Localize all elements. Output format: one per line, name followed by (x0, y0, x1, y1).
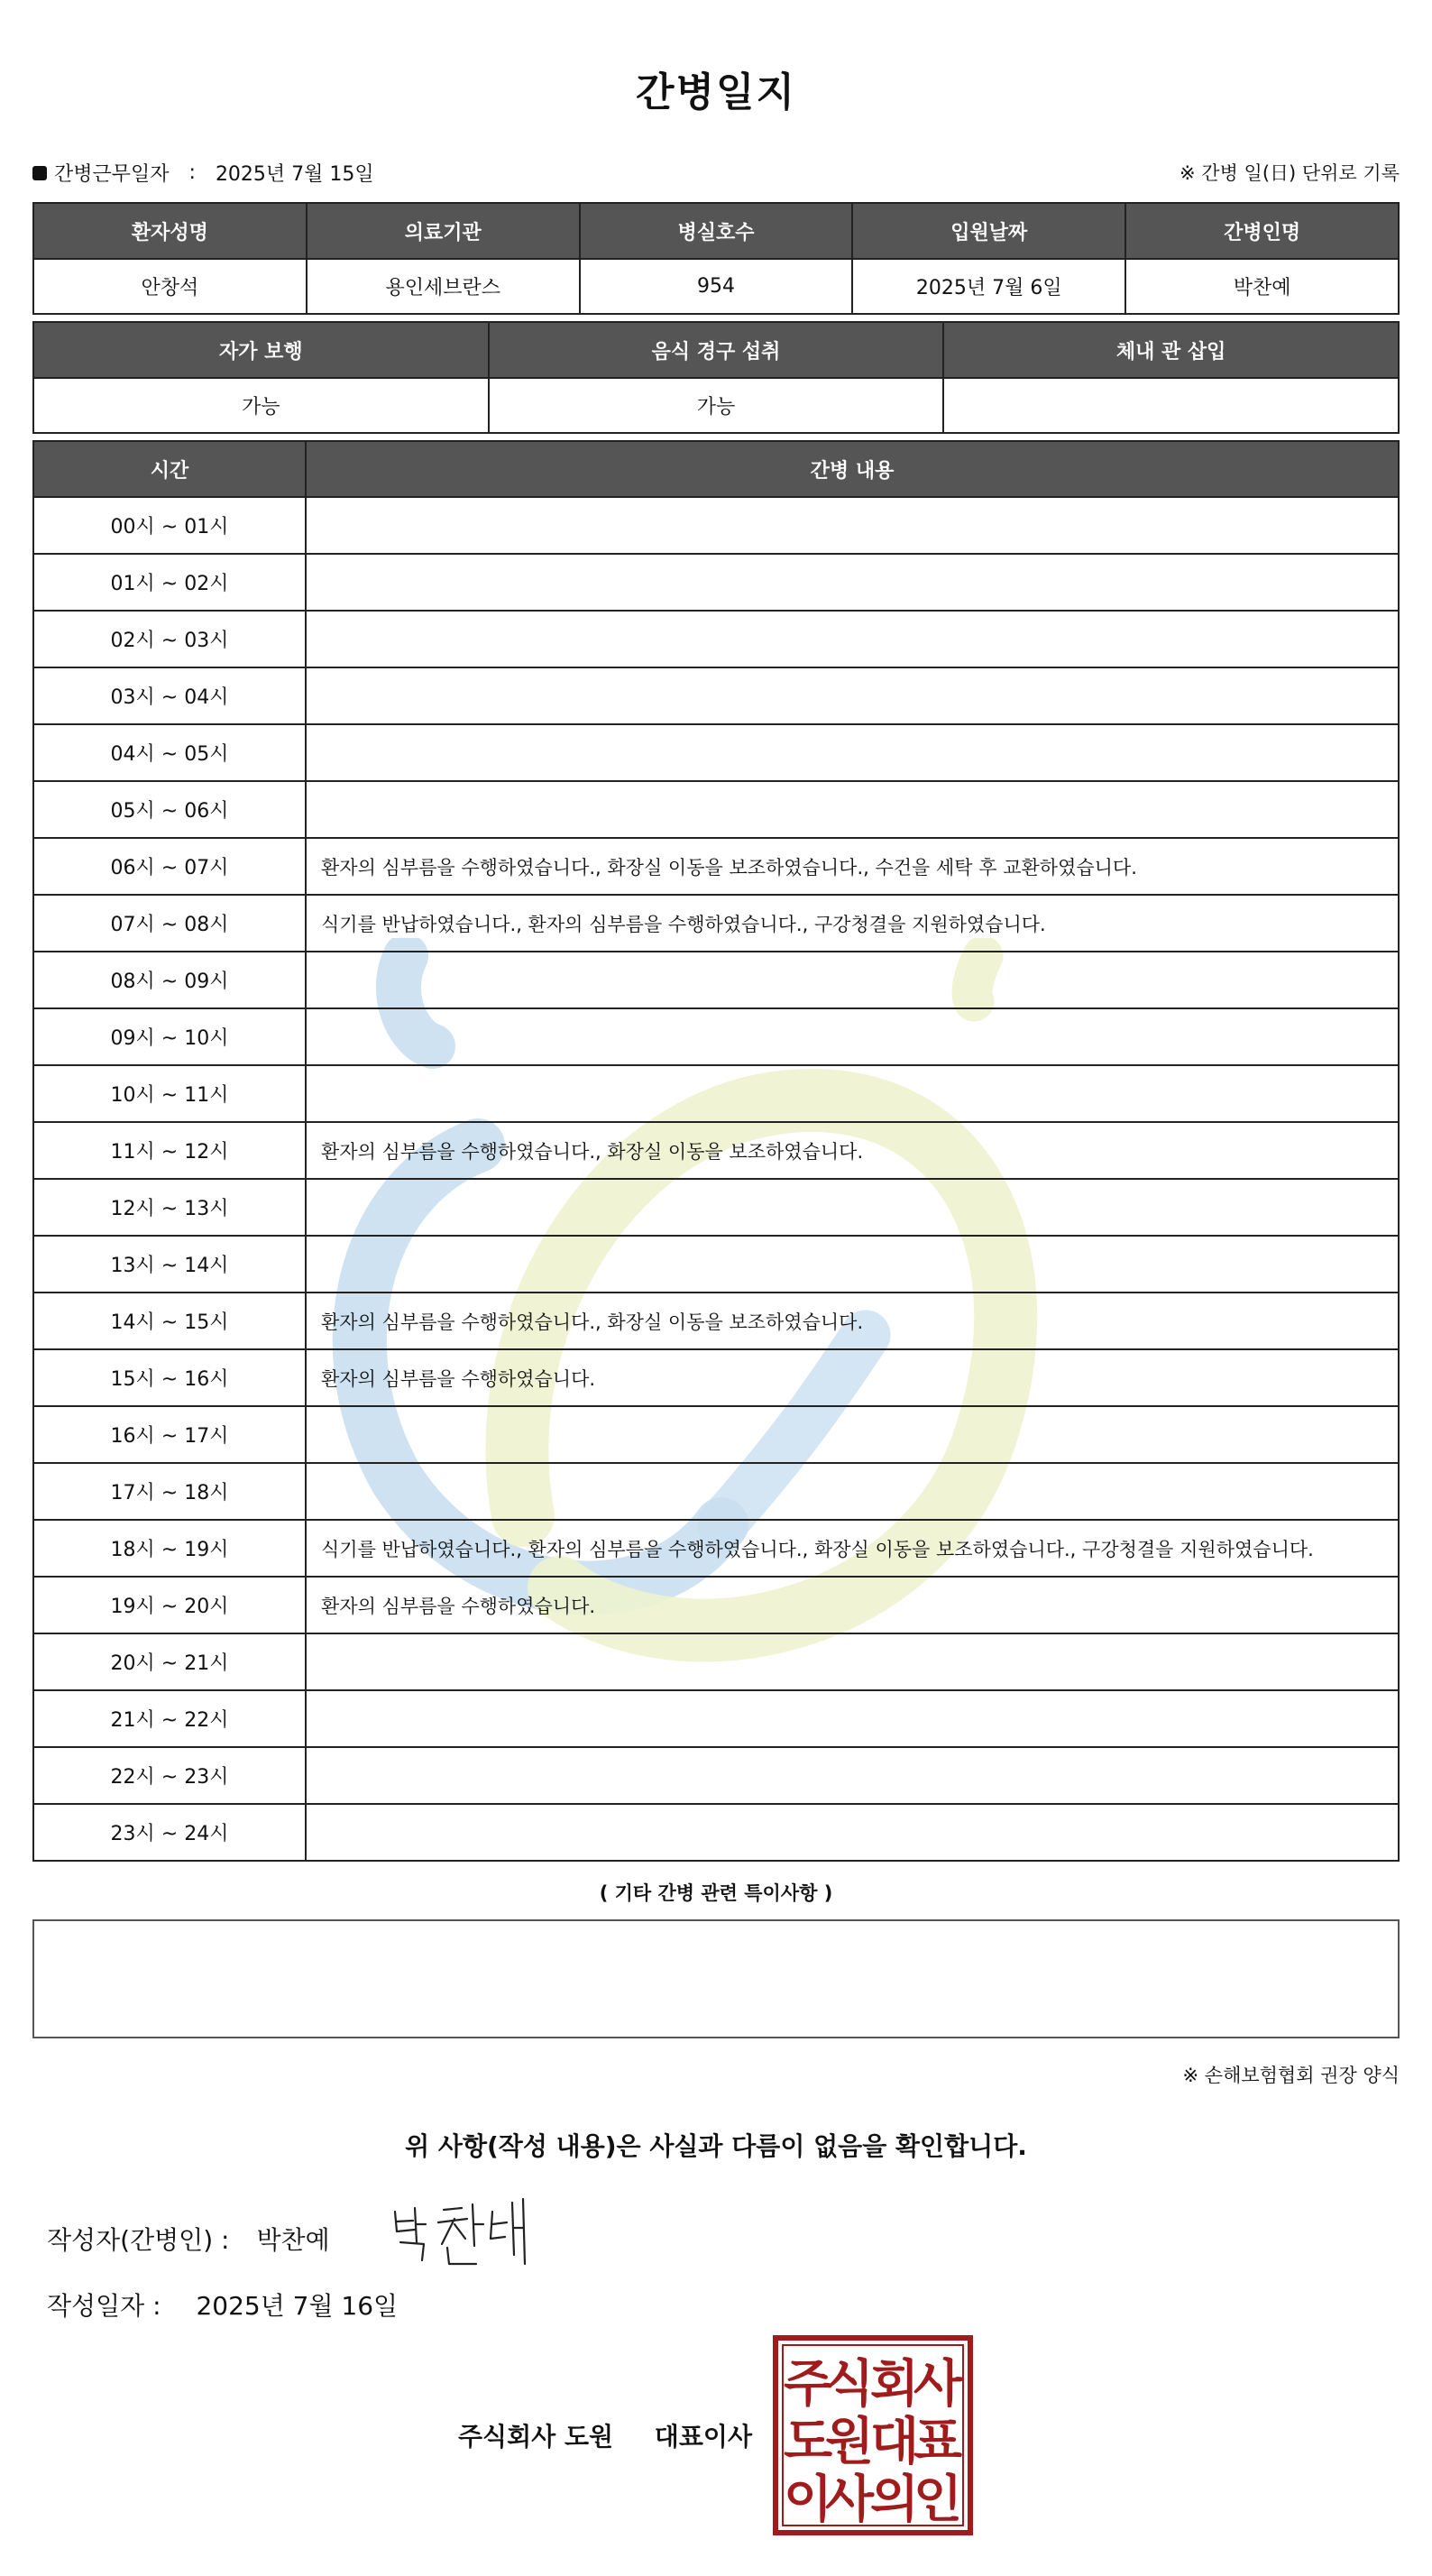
time-cell: 17시 ~ 18시 (33, 1463, 306, 1520)
time-cell: 03시 ~ 04시 (33, 667, 306, 724)
written-date-value: 2025년 7월 16일 (196, 2291, 399, 2321)
writer-line (47, 2221, 330, 2257)
table-row (33, 1463, 1399, 1520)
content-cell: 식기를 반납하였습니다., 환자의 심부름을 수행하였습니다., 화장실 이동을 보조하였습니다., 구강청결을 지원하였습니다. (306, 1520, 1399, 1577)
content-cell (306, 1804, 1399, 1861)
header-self-walking: 자가 보행 (33, 322, 489, 378)
table-row (33, 1179, 1399, 1236)
content-cell (306, 554, 1399, 611)
svg-text:의: 의 (869, 2470, 920, 2529)
content-cell: 환자의 심부름을 수행하였습니다., 화장실 이동을 보조하였습니다., 수건을 세탁 후 교환하였습니다. (306, 838, 1399, 895)
table-row (33, 1747, 1399, 1804)
content-cell (306, 724, 1399, 781)
time-cell: 20시 ~ 21시 (33, 1633, 306, 1690)
time-cell: 18시 ~ 19시 (33, 1520, 306, 1577)
time-cell: 22시 ~ 23시 (33, 1747, 306, 1804)
content-cell: 식기를 반납하였습니다., 환자의 심부름을 수행하였습니다., 구강청결을 지원하였습니다. (306, 895, 1399, 952)
header-oral-intake: 음식 경구 섭취 (489, 322, 944, 378)
content-cell (306, 667, 1399, 724)
unit-note: ※ 간병 일(日) 단위로 기록 (1180, 162, 1400, 184)
svg-text:도: 도 (783, 2413, 833, 2471)
bullet-square-icon (32, 166, 47, 180)
svg-text:이: 이 (783, 2470, 833, 2529)
time-cell: 08시 ~ 09시 (33, 952, 306, 1008)
time-cell: 23시 ~ 24시 (33, 1804, 306, 1861)
svg-text:원: 원 (824, 2413, 875, 2471)
form-source-note: ※ 손해보험협회 권장 양식 (1182, 2065, 1400, 2086)
work-date-line (32, 159, 374, 187)
table-row (33, 611, 1399, 667)
svg-text:표: 표 (913, 2413, 963, 2471)
table-row (33, 724, 1399, 781)
svg-text:회: 회 (869, 2355, 920, 2414)
table-row (33, 1520, 1399, 1577)
oral-intake-value: 가능 (489, 378, 944, 433)
svg-text:대: 대 (869, 2413, 920, 2471)
time-cell: 06시 ~ 07시 (33, 838, 306, 895)
table-row (33, 1577, 1399, 1633)
company-name: 주식회사 도원 (458, 2422, 614, 2452)
content-cell (306, 1463, 1399, 1520)
written-date-label: 작성일자 : (47, 2291, 161, 2321)
table-row (33, 838, 1399, 895)
table-row (33, 1065, 1399, 1122)
content-cell (306, 497, 1399, 554)
header-caregiver-name: 간병인명 (1125, 203, 1399, 259)
company-line (458, 2417, 752, 2453)
content-cell: 환자의 심부름을 수행하였습니다., 화장실 이동을 보조하였습니다. (306, 1293, 1399, 1349)
table-row (33, 1690, 1399, 1747)
svg-text:인: 인 (913, 2470, 963, 2529)
time-cell: 16시 ~ 17시 (33, 1406, 306, 1463)
patient-header-row (33, 203, 1399, 259)
content-cell (306, 611, 1399, 667)
header-time: 시간 (33, 441, 306, 497)
content-cell (306, 1406, 1399, 1463)
special-notes-box (32, 1919, 1400, 2038)
table-row (33, 1804, 1399, 1861)
time-cell: 19시 ~ 20시 (33, 1577, 306, 1633)
written-date-line (47, 2286, 398, 2323)
company-ceo-title: 대표이사 (654, 2422, 752, 2452)
status-value-row (33, 378, 1399, 433)
document-title: 간병일지 (635, 69, 796, 115)
time-cell: 00시 ~ 01시 (33, 497, 306, 554)
patient-info-table (32, 202, 1400, 315)
content-cell (306, 1065, 1399, 1122)
header-tube-insertion: 체내 관 삽입 (943, 322, 1399, 378)
header-care-content: 간병 내용 (306, 441, 1399, 497)
time-cell: 14시 ~ 15시 (33, 1293, 306, 1349)
time-cell: 01시 ~ 02시 (33, 554, 306, 611)
content-cell (306, 1633, 1399, 1690)
hospital-name: 용인세브란스 (307, 259, 580, 314)
svg-text:식: 식 (824, 2355, 875, 2414)
time-cell: 05시 ~ 06시 (33, 781, 306, 838)
table-row (33, 1406, 1399, 1463)
content-cell: 환자의 심부름을 수행하였습니다. (306, 1577, 1399, 1633)
table-row (33, 554, 1399, 611)
time-cell: 13시 ~ 14시 (33, 1236, 306, 1293)
content-cell (306, 1008, 1399, 1065)
table-row (33, 1236, 1399, 1293)
company-seal-stamp (772, 2334, 974, 2536)
self-walking-value: 가능 (33, 378, 489, 433)
writer-label: 작성자(간병인) : (47, 2225, 230, 2255)
time-cell: 02시 ~ 03시 (33, 611, 306, 667)
table-row (33, 781, 1399, 838)
table-row (33, 1633, 1399, 1690)
time-cell: 09시 ~ 10시 (33, 1008, 306, 1065)
content-cell (306, 1236, 1399, 1293)
table-row (33, 1349, 1399, 1406)
writer-name: 박찬예 (256, 2225, 330, 2255)
svg-text:사: 사 (824, 2470, 875, 2529)
table-row (33, 667, 1399, 724)
svg-text:주: 주 (783, 2355, 833, 2414)
content-cell (306, 952, 1399, 1008)
time-cell: 11시 ~ 12시 (33, 1122, 306, 1179)
table-row (33, 497, 1399, 554)
patient-value-row (33, 259, 1399, 314)
work-date-colon: : (188, 161, 196, 184)
handwritten-signature (388, 2192, 541, 2273)
time-cell: 10시 ~ 11시 (33, 1065, 306, 1122)
time-cell: 15시 ~ 16시 (33, 1349, 306, 1406)
time-cell: 04시 ~ 05시 (33, 724, 306, 781)
content-cell (306, 1179, 1399, 1236)
header-patient-name: 환자성명 (33, 203, 307, 259)
header-hospital: 의료기관 (307, 203, 580, 259)
admission-date: 2025년 7월 6일 (852, 259, 1125, 314)
log-header-row (33, 441, 1399, 497)
header-admission-date: 입원날짜 (852, 203, 1125, 259)
time-cell: 21시 ~ 22시 (33, 1690, 306, 1747)
patient-status-table (32, 321, 1400, 434)
svg-text:사: 사 (913, 2355, 963, 2414)
confirmation-statement: 위 사항(작성 내용)은 사실과 다름이 없음을 확인합니다. (405, 2131, 1027, 2161)
work-date-value: 2025년 7월 15일 (215, 163, 374, 186)
content-cell: 환자의 심부름을 수행하였습니다. (306, 1349, 1399, 1406)
work-date-label: 간병근무일자 (54, 163, 170, 186)
content-cell (306, 1747, 1399, 1804)
table-row (33, 1008, 1399, 1065)
special-notes-label: ( 기타 간병 관련 특이사항 ) (599, 1882, 833, 1904)
caregiver-name: 박찬예 (1125, 259, 1399, 314)
status-header-row (33, 322, 1399, 378)
table-row (33, 952, 1399, 1008)
table-row (33, 895, 1399, 952)
table-row (33, 1293, 1399, 1349)
content-cell (306, 1690, 1399, 1747)
room-number: 954 (580, 259, 853, 314)
tube-insertion-value (943, 378, 1399, 433)
time-cell: 07시 ~ 08시 (33, 895, 306, 952)
care-log-table (32, 440, 1400, 1862)
header-room: 병실호수 (580, 203, 853, 259)
time-cell: 12시 ~ 13시 (33, 1179, 306, 1236)
table-row (33, 1122, 1399, 1179)
patient-name: 안창석 (33, 259, 307, 314)
content-cell: 환자의 심부름을 수행하였습니다., 화장실 이동을 보조하였습니다. (306, 1122, 1399, 1179)
content-cell (306, 781, 1399, 838)
